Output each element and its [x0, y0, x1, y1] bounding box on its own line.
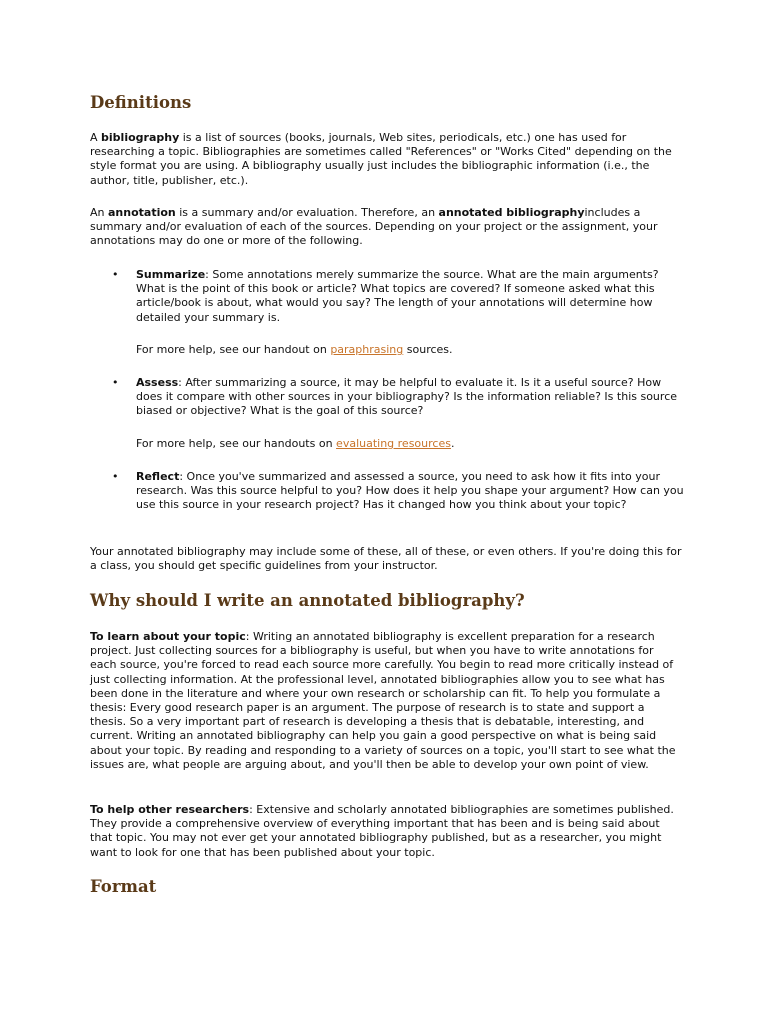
bibliography-term: bibliography: [101, 131, 180, 144]
learn-topic-term: To learn about your topic: [90, 630, 246, 643]
summarize-help-text: For more help, see our handout on paraphrasing sources.: [136, 343, 453, 356]
definitions-heading: Definitions: [90, 93, 192, 112]
summarize-text: Summarize: Some annotations merely summarize the source. What are the main arguments? What is the point of this book or article? What topics are covered? If someone asked what this article/book is about, what would you say? The length of your annotations will determine how detailed your summary is.: [136, 268, 659, 324]
why-heading: Why should I write an annotated bibliography?: [90, 591, 525, 610]
reflect-term: Reflect: [136, 470, 180, 483]
assess-text: Assess: After summarizing a source, it may be helpful to evaluate it. Is it a useful source? How does it compare with other sources in your bibliography? Is the information reliable? Is this source biased or objective? What is the goal of this source?: [136, 376, 678, 418]
help-researchers-paragraph: To help other researchers: Extensive and scholarly annotated bibliographies are sometimes published. They provide a comprehensive overview of everything important that has been and is being said about that topic. You may not ever get your annotated bibliography published, but as a researcher, you might want to look for one that has been published about your topic.: [90, 803, 674, 859]
assess-help-text: For more help, see our handouts on evaluating resources.: [136, 437, 455, 450]
closing-paragraph: Your annotated bibliography may include some of these, all of these, or even others. If you're doing this for a class, you should get specific guidelines from your instructor.: [90, 545, 682, 573]
paraphrasing-link[interactable]: paraphrasing: [330, 343, 404, 356]
assess-term: Assess: [136, 376, 179, 389]
summarize-term: Summarize: [136, 268, 206, 281]
bibliography-definition-paragraph: A bibliography is a list of sources (books, journals, Web sites, periodicals, etc.) one has used for researching a topic. Bibliographies are sometimes called "References" or "Works Cited" depending on the style format you are using. A bibliography usually just includes the bibliographic information (i.e., the author, title, publisher, etc.).: [90, 131, 672, 187]
bullet-marker: •: [112, 376, 119, 389]
format-heading: Format: [90, 877, 157, 896]
evaluating-resources-link[interactable]: evaluating resources: [336, 437, 451, 450]
help-researchers-term: To help other researchers: [90, 803, 250, 816]
annotation-term: annotation: [108, 206, 176, 219]
annotation-definition-paragraph: An annotation is a summary and/or evaluation. Therefore, an annotated bibliographyincludes a summary and/or evaluation of each of the sources. Depending on your project or the assignment, your annotations may do one or more of the following.: [90, 206, 658, 248]
bullet-marker: •: [112, 470, 119, 483]
reflect-text: Reflect: Once you've summarized and assessed a source, you need to ask how it fits into your research. Was this source helpful to you? How does it help you shape your argument? How can you use this source in your research project? Has it changed how you think about your topic?: [136, 470, 684, 512]
bullet-marker: •: [112, 268, 119, 281]
learn-topic-paragraph: To learn about your topic: Writing an annotated bibliography is excellent preparation for a research project. Just collecting sources for a bibliography is useful, but when you have to write annotations for each source, you're forced to read each source more carefully. You begin to read more critically instead of just collecting information. At the professional level, annotated bibliographies allow you to see what has been done in the literature and where your own research or scholarship can fit. To help you formulate a thesis: Every good research paper is an argument. The purpose of research is to state and support a thesis. So a very important part of research is developing a thesis that is debatable, interesting, and current. Writing an annotated bibliography can help you gain a good perspective on what is being said about your topic. By reading and responding to a variety of sources on a topic, you'll start to see what the issues are, what people are arguing about, and you'll then be able to develop your own point of view.: [90, 630, 676, 771]
annotated-bibliography-term: annotated bibliography: [438, 206, 585, 219]
